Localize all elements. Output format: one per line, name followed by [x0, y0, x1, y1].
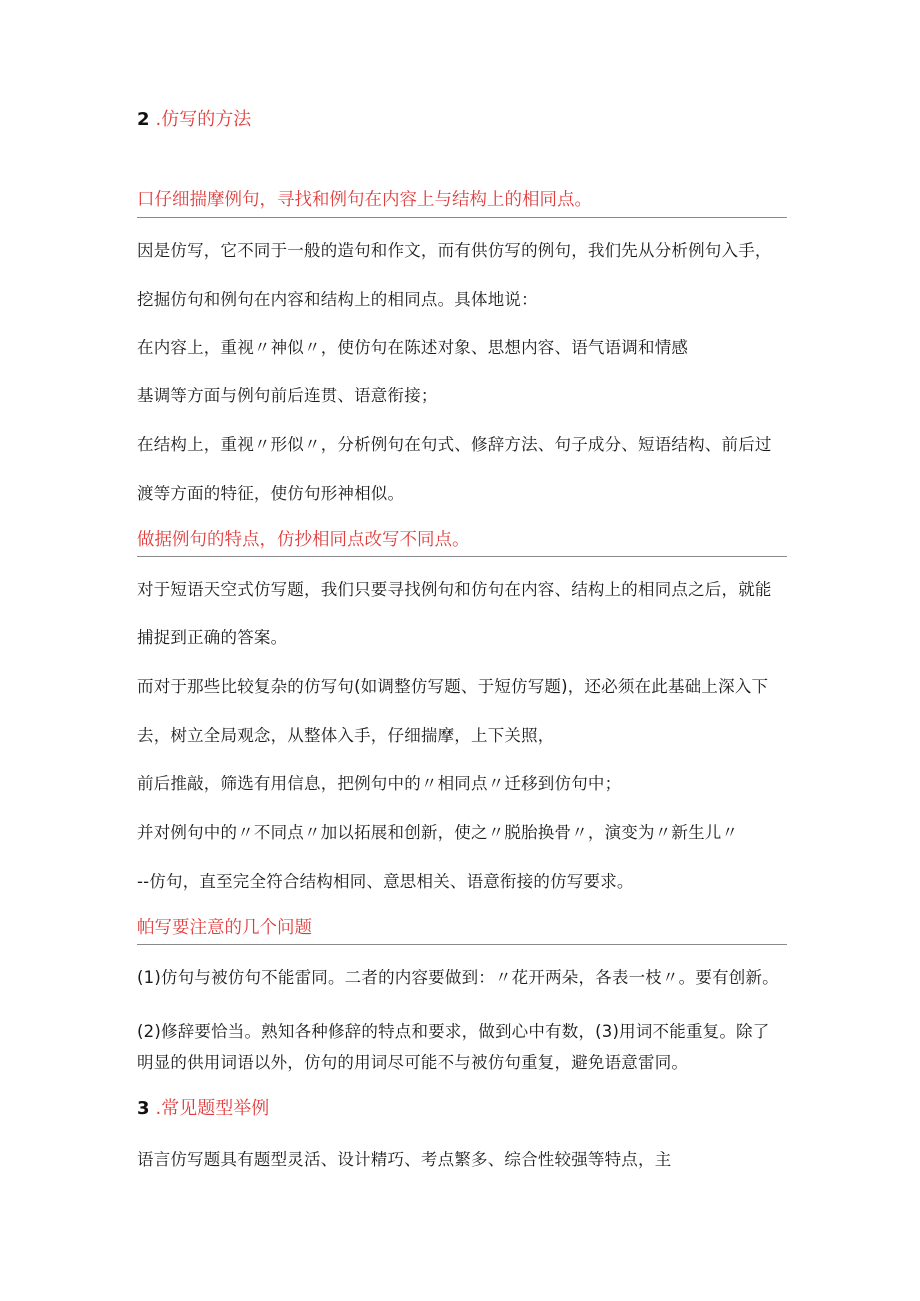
paragraph-line: 前后推敲，筛选有用信息，把例句中的〃相同点〃迁移到仿句中； [137, 774, 622, 793]
paragraph-line: 挖掘仿句和例句在内容和结构上的相同点。具体地说： [137, 290, 538, 309]
paragraph-line: 明显的供用词语以外，仿句的用词尽可能不与被仿句重复，避免语意雷同。 [137, 1053, 689, 1072]
paragraph-line: 而对于那些比较复杂的仿写句(如调整仿写题、于短仿写题)，还必须在此基础上深入下 [137, 677, 769, 696]
section-2-heading [137, 108, 251, 132]
paragraph-line: 语言仿写题具有题型灵活、设计精巧、考点繁多、综合性较强等特点，主 [137, 1150, 672, 1169]
section-number: 2 [137, 109, 150, 130]
divider-1 [137, 217, 787, 218]
subheading-1: 口仔细揣摩例句，寻找和例句在内容上与结构上的相同点。 [137, 190, 592, 210]
paragraph-line: 因是仿写，它不同于一般的造句和作文，而有供仿写的例句，我们先从分析例句入手， [137, 241, 772, 260]
paragraph-line: 并对例句中的〃不同点〃加以拓展和创新，使之〃脱胎换骨〃，演变为〃新生儿〃 [137, 823, 739, 842]
paragraph-line: 在结构上，重视〃形似〃，分析例句在句式、修辞方法、句子成分、短语结构、前后过 [137, 435, 772, 454]
paragraph-line: 在内容上，重视〃神似〃，使仿句在陈述对象、思想内容、语气语调和情感 [137, 338, 689, 357]
subheading-3: 帕写要注意的几个问题 [137, 918, 312, 938]
paragraph-line: --仿句，直至完全符合结构相同、意思相关、语意衔接的仿写要求。 [137, 872, 634, 891]
section-title: 仿写的方法 [161, 109, 252, 130]
divider-2 [137, 556, 787, 557]
paragraph-line: 基调等方面与例句前后连贯、语意衔接； [137, 386, 438, 405]
paragraph-line: 去，树立全局观念，从整体入手，仔细揣摩，上下关照， [137, 726, 555, 745]
section-title: 常见题型举例 [161, 1098, 270, 1119]
section-dot: . [155, 109, 162, 130]
section-3-heading [137, 1097, 269, 1121]
paragraph-line: (2)修辞要恰当。熟知各种修辞的特点和要求，做到心中有数，(3)用词不能重复。除了 [137, 1022, 770, 1041]
paragraph-line: 捕捉到正确的答案。 [137, 628, 288, 647]
paragraph-line: (1)仿句与被仿句不能雷同。二者的内容要做到：〃花开两朵，各表一枝〃。要有创新。 [137, 968, 779, 987]
subheading-2: 做据例句的特点，仿抄相同点改写不同点。 [137, 530, 470, 550]
section-number: 3 [137, 1098, 150, 1119]
paragraph-line: 渡等方面的特征，使仿句形神相似。 [137, 484, 405, 503]
paragraph-line: 对于短语天空式仿写题，我们只要寻找例句和仿句在内容、结构上的相同点之后，就能 [137, 580, 772, 599]
section-dot: . [155, 1098, 162, 1119]
divider-3 [137, 944, 787, 945]
